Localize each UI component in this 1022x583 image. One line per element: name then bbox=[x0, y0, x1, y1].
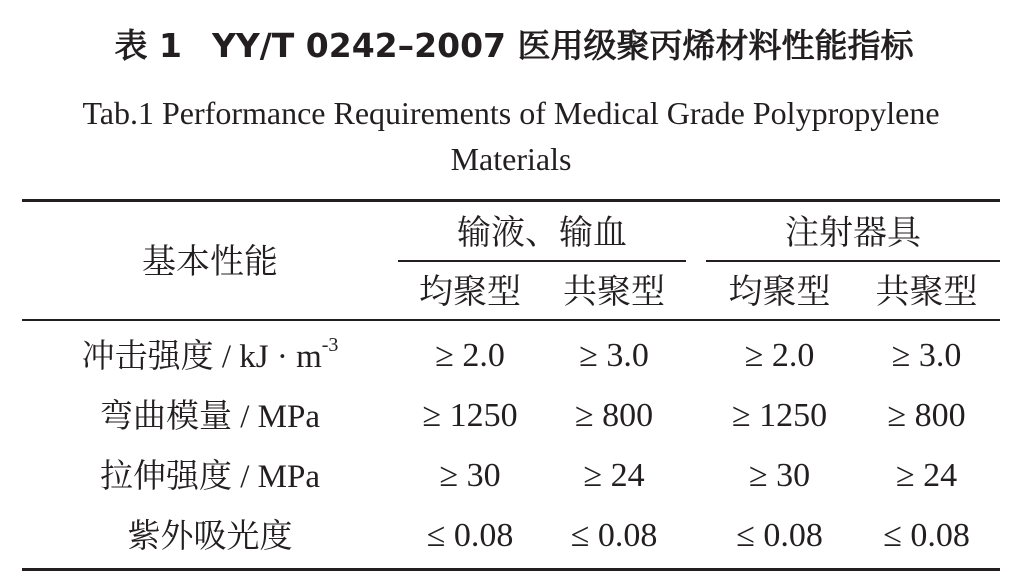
table-cell: ≥ 24 bbox=[583, 457, 645, 494]
table-cell: ≤ 0.08 bbox=[883, 517, 970, 554]
table-cell: ≥ 24 bbox=[895, 457, 958, 494]
header-basic-properties: 基本性能 bbox=[142, 242, 278, 282]
table-title-cn-text: YY/T 0242–2007 医用级聚丙烯材料性能指标 bbox=[211, 26, 914, 65]
table-cell: ≥ 3.0 bbox=[891, 337, 962, 374]
table-cell: ≥ 800 bbox=[887, 397, 966, 434]
table-cell: ≥ 3.0 bbox=[579, 337, 649, 374]
property-unit: / MPa bbox=[231, 399, 320, 435]
property-name: 弯曲模量 bbox=[99, 396, 232, 435]
table-cell: ≥ 1250 bbox=[422, 397, 518, 434]
table-row-label bbox=[22, 334, 398, 379]
table-cell: ≤ 0.08 bbox=[736, 517, 823, 554]
table-cell: ≥ 800 bbox=[574, 397, 654, 434]
table-header-rule bbox=[22, 319, 1000, 321]
table-cell: ≥ 30 bbox=[439, 457, 501, 494]
header-group-injection-devices: 注射器具 bbox=[785, 213, 921, 253]
property-name: 紫外吸光度 bbox=[127, 516, 293, 555]
table-bottom-rule bbox=[22, 568, 1000, 571]
header-group-infusion-transfusion: 输液、输血 bbox=[457, 213, 627, 253]
property-name: 冲击强度 bbox=[81, 336, 214, 375]
group2-underline bbox=[706, 260, 1000, 262]
header-sub-copolymer: 共聚型 bbox=[563, 272, 665, 312]
table-title-en: Tab.1 Performance Requirements of Medical Grade Polypropylene Materials bbox=[82, 95, 940, 177]
table-cell: ≥ 30 bbox=[748, 457, 811, 494]
table-top-rule bbox=[22, 199, 1000, 202]
table-row-label bbox=[22, 394, 398, 439]
property-unit-exponent: -3 bbox=[321, 334, 339, 356]
table-row-label bbox=[22, 514, 398, 558]
table-title-cn bbox=[0, 24, 1022, 68]
table-cell: ≥ 1250 bbox=[731, 397, 828, 434]
table-cell: ≥ 2.0 bbox=[435, 337, 505, 374]
property-unit: / MPa bbox=[231, 459, 320, 495]
table-cell: ≤ 0.08 bbox=[426, 517, 514, 554]
table-cell: ≤ 0.08 bbox=[570, 517, 658, 554]
table-number: 表 1 bbox=[114, 26, 182, 65]
property-unit: / kJ · m bbox=[213, 339, 322, 375]
group1-underline bbox=[398, 260, 686, 262]
table-row-label bbox=[22, 454, 398, 499]
header-sub-homopolymer: 均聚型 bbox=[419, 272, 521, 312]
header-sub-homopolymer: 均聚型 bbox=[728, 272, 831, 312]
header-sub-copolymer: 共聚型 bbox=[875, 272, 978, 312]
table-cell: ≥ 2.0 bbox=[744, 337, 815, 374]
property-name: 拉伸强度 bbox=[99, 456, 232, 495]
